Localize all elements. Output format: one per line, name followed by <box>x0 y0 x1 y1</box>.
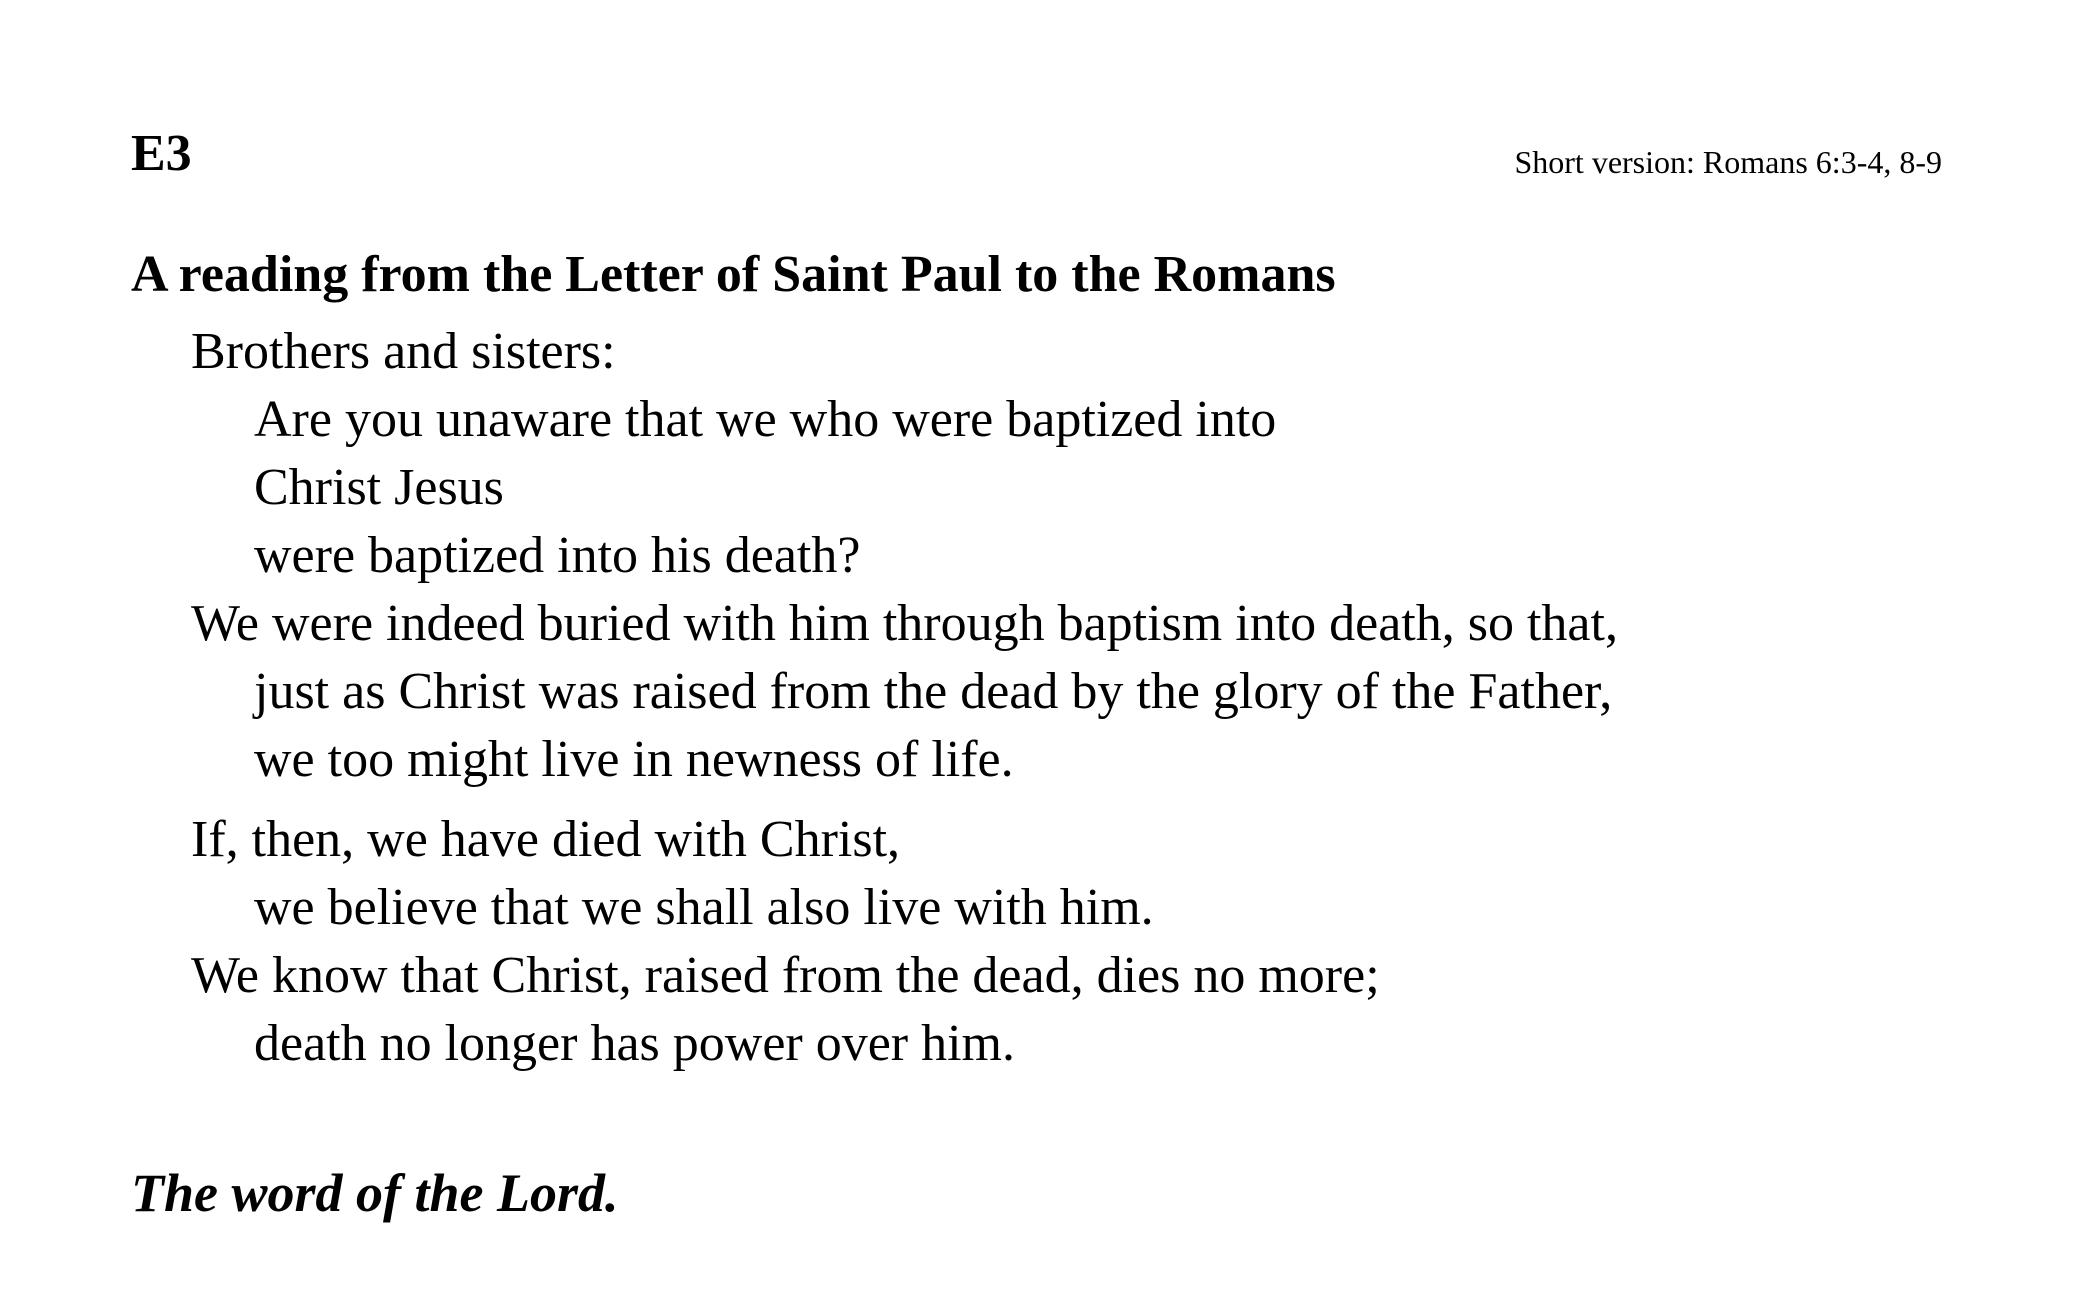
reading-line: Brothers and sisters: <box>191 323 616 380</box>
reading-body <box>131 318 1981 1078</box>
reading-line: Are you unaware that we who were baptized into <box>254 391 1277 448</box>
reading-title: A reading from the Letter of Saint Paul to the Romans <box>131 246 1336 303</box>
reading-line: If, then, we have died with Christ, <box>191 811 901 868</box>
reading-line: We were indeed buried with him through baptism into death, so that, <box>191 595 1618 652</box>
reading-line: we too might live in newness of life. <box>254 731 1014 788</box>
reading-line: we believe that we shall also live with him. <box>254 879 1154 936</box>
reading-line: just as Christ was raised from the dead by the glory of the Father, <box>254 663 1613 720</box>
reading-code: E3 <box>131 125 192 182</box>
reading-line: were baptized into his death? <box>254 527 861 584</box>
reading-line: death no longer has power over him. <box>254 1015 1016 1072</box>
reading-line: We know that Christ, raised from the dead, dies no more; <box>191 947 1380 1004</box>
closing-acclamation: The word of the Lord. <box>131 1163 619 1223</box>
reading-line: Christ Jesus <box>254 459 504 516</box>
short-version-reference: Short version: Romans 6:3-4, 8-9 <box>1514 144 1942 180</box>
